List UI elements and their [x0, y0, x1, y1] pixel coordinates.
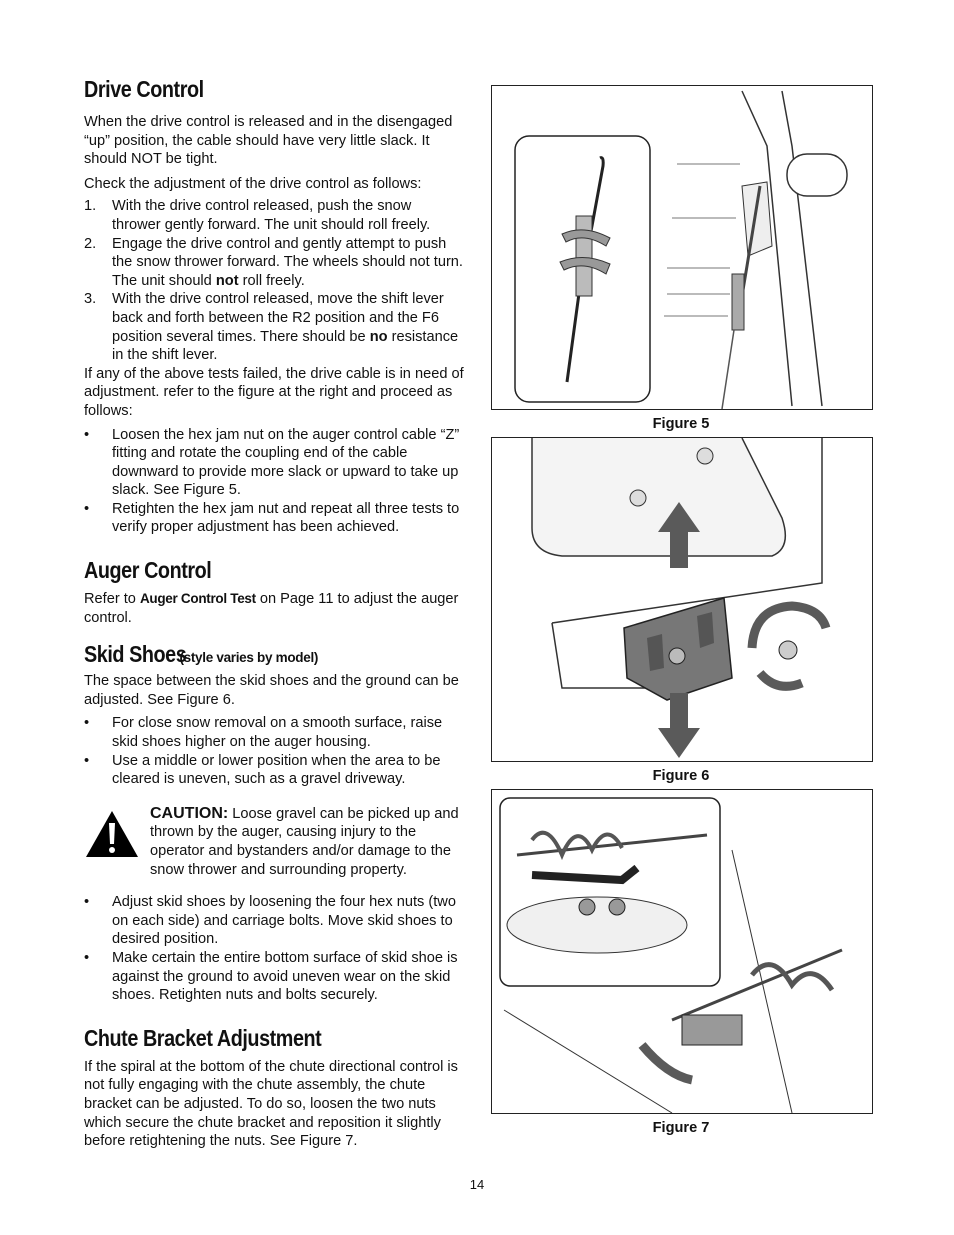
- list-item: • Loosen the hex jam nut on the auger control cable “Z” fitting and rotate the coupling end of the cable downward to provide more slack or upward to take up slack. See Figure 5.: [84, 426, 460, 499]
- list-item: • Make certain the entire bottom surface of skid shoe is against the ground to avoid uneven wear on the skid shoes. Retighten nuts and bolts securely.: [84, 949, 458, 1004]
- figure-6-image: [491, 437, 873, 762]
- skid-shoes-bullets-2: [84, 893, 464, 1005]
- caution-text: CAUTION: Loose gravel can be picked up and thrown by the auger, causing injury to the operator and bystanders and/or damage to the snow thrower and surrounding property.: [150, 804, 459, 878]
- step-item: 1. With the drive control released, push the snow thrower gently forward. The unit should roll freely.: [84, 198, 431, 233]
- drive-control-bullets: [84, 426, 464, 538]
- list-item: • Use a middle or lower position when the area to be cleared is uneven, such as a gravel driveway.: [84, 752, 441, 788]
- skid-shoes-intro: The space between the skid shoes and the ground can be adjusted. See Figure 6.: [84, 673, 459, 708]
- drive-cable-illustration: [492, 86, 872, 409]
- figure-7-image: [491, 789, 873, 1114]
- drive-control-failed: If any of the above tests failed, the drive cable is in need of adjustment. refer to the figure at the right and proceed as follows:: [84, 365, 464, 419]
- skid-shoes-bullets: [84, 714, 464, 788]
- drive-control-steps: [84, 197, 464, 364]
- auger-control-text: Refer to Auger Control Test on Page 11 to adjust the auger control.: [84, 591, 459, 626]
- skid-shoes-heading: Skid Shoes (style varies by model): [84, 641, 319, 668]
- drive-control-check: Check the adjustment of the drive control as follows:: [84, 175, 422, 192]
- list-item: • For close snow removal on a smooth surface, raise skid shoes higher on the auger housing.: [84, 715, 443, 751]
- auger-control-heading: Auger Control: [84, 557, 212, 584]
- figure-6-caption: Figure 6: [652, 768, 710, 784]
- caution-block: [84, 805, 464, 879]
- chute-bracket-text: If the spiral at the bottom of the chute directional control is not fully engaging with the chute assembly, the chute bracket can be adjusted. To do so, loosen the two nuts which secure the chute bracket and reposition it slightly before retightening the nuts. See Figure 7.: [84, 1058, 458, 1150]
- chute-bracket-illustration: [492, 790, 872, 1113]
- step-item: 2. Engage the drive control and gently attempt to push the snow thrower forward. The wheels should not turn. The unit should not roll freely.: [84, 235, 463, 289]
- skid-shoe-illustration: [492, 438, 872, 761]
- figure-5-caption: Figure 5: [652, 416, 710, 432]
- warning-icon: [84, 809, 140, 859]
- drive-control-heading: Drive Control: [84, 76, 204, 102]
- figure-5-image: [491, 85, 873, 410]
- drive-control-intro: When the drive control is released and in the disengaged “up” position, the cable should have very little slack. It should NOT be tight.: [84, 114, 453, 168]
- step-item: 3. With the drive control released, move the shift lever back and forth between the R2 position and the F6 position several times. There should be no resistance in the shift lever.: [84, 291, 459, 364]
- figure-7-caption: Figure 7: [652, 1120, 710, 1136]
- left-column: [84, 76, 464, 1151]
- list-item: • Adjust skid shoes by loosening the four hex nuts (two on each side) and carriage bolts. Move skid shoes to desired position.: [84, 894, 456, 948]
- chute-bracket-heading: Chute Bracket Adjustment: [84, 1024, 322, 1051]
- page-number: 14: [469, 1177, 485, 1192]
- list-item: • Retighten the hex jam nut and repeat all three tests to verify proper adjustment has been achieved.: [84, 500, 460, 536]
